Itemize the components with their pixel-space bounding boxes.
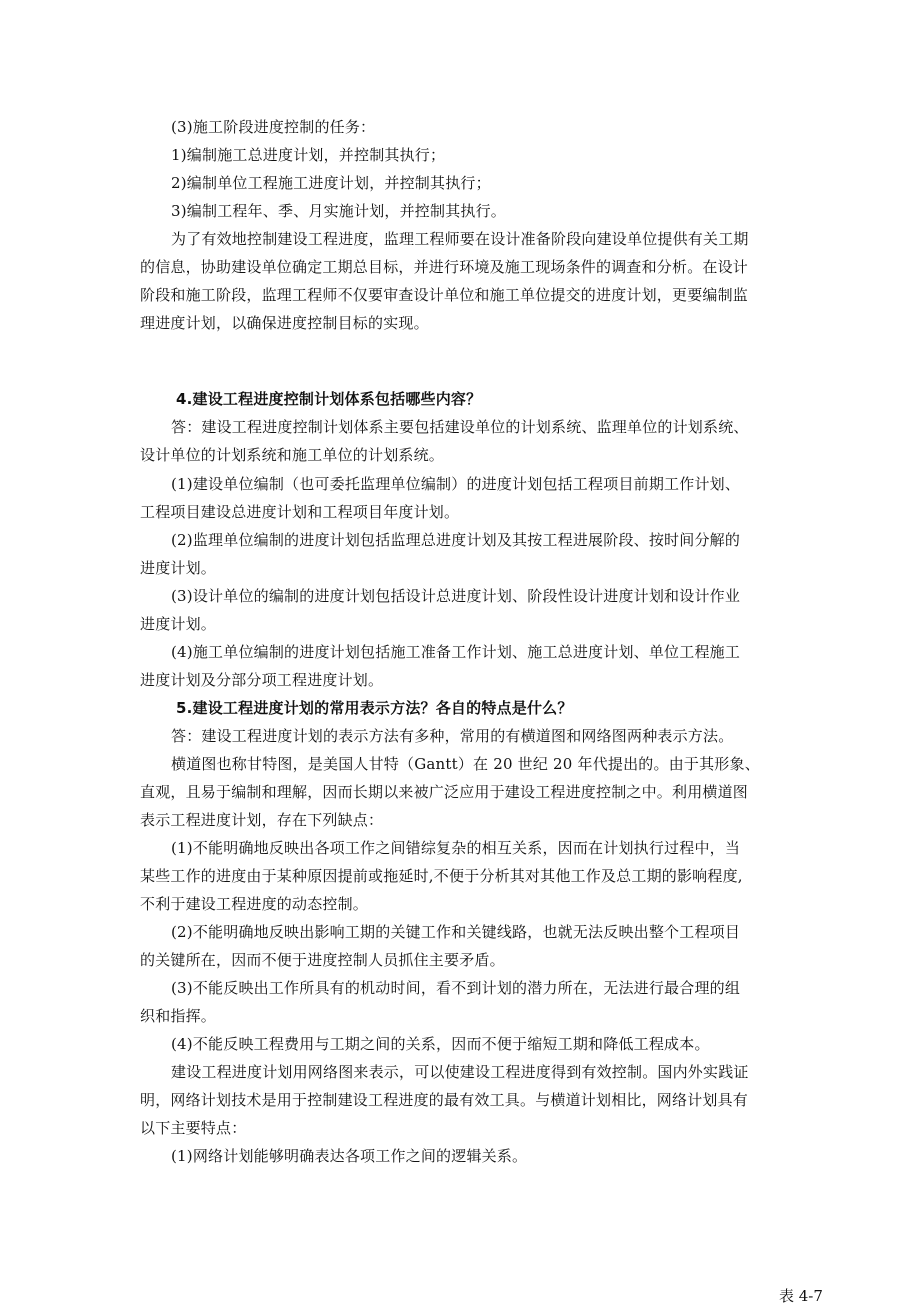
paragraph-line: 答：建设工程进度控制计划体系主要包括建设单位的计划系统、监理单位的计划系统、 xyxy=(171,418,749,436)
paragraph-line: (4)施工单位编制的进度计划包括施工准备工作计划、施工总进度计划、单位工程施工 xyxy=(171,643,741,661)
paragraph-line: (2)监理单位编制的进度计划包括监理总进度计划及其按工程进展阶段、按时间分解的 xyxy=(171,531,741,549)
paragraph-line: 为了有效地控制建设工程进度，监理工程师要在设计准备阶段向建设单位提供有关工期 xyxy=(171,230,749,248)
paragraph-line: 表示工程进度计划，存在下列缺点： xyxy=(140,811,384,829)
paragraph-line: 答：建设工程进度计划的表示方法有多种，常用的有横道图和网络图两种表示方法。 xyxy=(171,727,734,745)
paragraph-line: 织和指挥。 xyxy=(140,1007,217,1025)
paragraph-line: 明，网络计划技术是用于控制建设工程进度的最有效工具。与横道计划相比，网络计划具有 xyxy=(140,1091,749,1109)
paragraph-line: 进度计划。 xyxy=(140,559,217,577)
paragraph-line: 理进度计划，以确保进度控制目标的实现。 xyxy=(140,314,429,332)
paragraph-line: (2)不能明确地反映出影响工期的关键工作和关键线路，也就无法反映出整个工程项目 xyxy=(171,923,741,941)
paragraph-line: 以下主要特点： xyxy=(140,1119,247,1137)
paragraph-line: 阶段和施工阶段，监理工程师不仅要审查设计单位和施工单位提交的进度计划，更要编制监 xyxy=(140,286,749,304)
page-footer-label: 表 4-7 xyxy=(779,1287,823,1305)
paragraph-line: 横道图也称甘特图，是美国人甘特（Gantt）在 20 世纪 20 年代提出的。由于其形象、 xyxy=(171,755,760,773)
paragraph-line: (1)不能明确地反映出各项工作之间错综复杂的相互关系，因而在计划执行过程中，当 xyxy=(171,839,741,857)
paragraph-line: 2)编制单位工程施工进度计划，并控制其执行； xyxy=(171,174,491,192)
paragraph-line: 进度计划及分部分项工程进度计划。 xyxy=(140,671,384,689)
paragraph-line: (4)不能反映工程费用与工期之间的关系，因而不便于缩短工期和降低工程成本。 xyxy=(171,1035,710,1053)
paragraph-line: (1)网络计划能够明确表达各项工作之间的逻辑关系。 xyxy=(171,1147,528,1165)
paragraph-line: 直观，且易于编制和理解，因而长期以来被广泛应用于建设工程进度控制之中。利用横道图 xyxy=(140,783,749,801)
paragraph-line: 1)编制施工总进度计划，并控制其执行； xyxy=(171,146,446,164)
paragraph-line: (3)设计单位的编制的进度计划包括设计总进度计划、阶段性设计进度计划和设计作业 xyxy=(171,587,741,605)
paragraph-line: 某些工作的进度由于某种原因提前或拖延时,不便于分析其对其他工作及总工期的影响程度, xyxy=(140,867,743,885)
paragraph-line: 设计单位的计划系统和施工单位的计划系统。 xyxy=(140,446,445,464)
paragraph-line: 进度计划。 xyxy=(140,615,217,633)
section-heading: 4.建设工程进度控制计划体系包括哪些内容？ xyxy=(176,390,482,408)
paragraph-line: (3)施工阶段进度控制的任务： xyxy=(171,118,376,136)
paragraph-line: 的关键所在，因而不便于进度控制人员抓住主要矛盾。 xyxy=(140,951,505,969)
paragraph-line: 建设工程进度计划用网络图来表示，可以使建设工程进度得到有效控制。国内外实践证 xyxy=(171,1063,749,1081)
section-heading: 5.建设工程进度计划的常用表示方法？各自的特点是什么？ xyxy=(176,699,573,717)
paragraph-line: (1)建设单位编制（也可委托监理单位编制）的进度计划包括工程项目前期工作计划、 xyxy=(171,475,741,493)
paragraph-line: 不利于建设工程进度的动态控制。 xyxy=(140,895,369,913)
paragraph-line: 的信息，协助建设单位确定工期总目标，并进行环境及施工现场条件的调查和分析。在设计 xyxy=(140,258,749,276)
paragraph-line: (3)不能反映出工作所具有的机动时间，看不到计划的潜力所在，无法进行最合理的组 xyxy=(171,979,741,997)
paragraph-line: 工程项目建设总进度计划和工程项目年度计划。 xyxy=(140,503,460,521)
paragraph-line: 3)编制工程年、季、月实施计划，并控制其执行。 xyxy=(171,202,506,220)
